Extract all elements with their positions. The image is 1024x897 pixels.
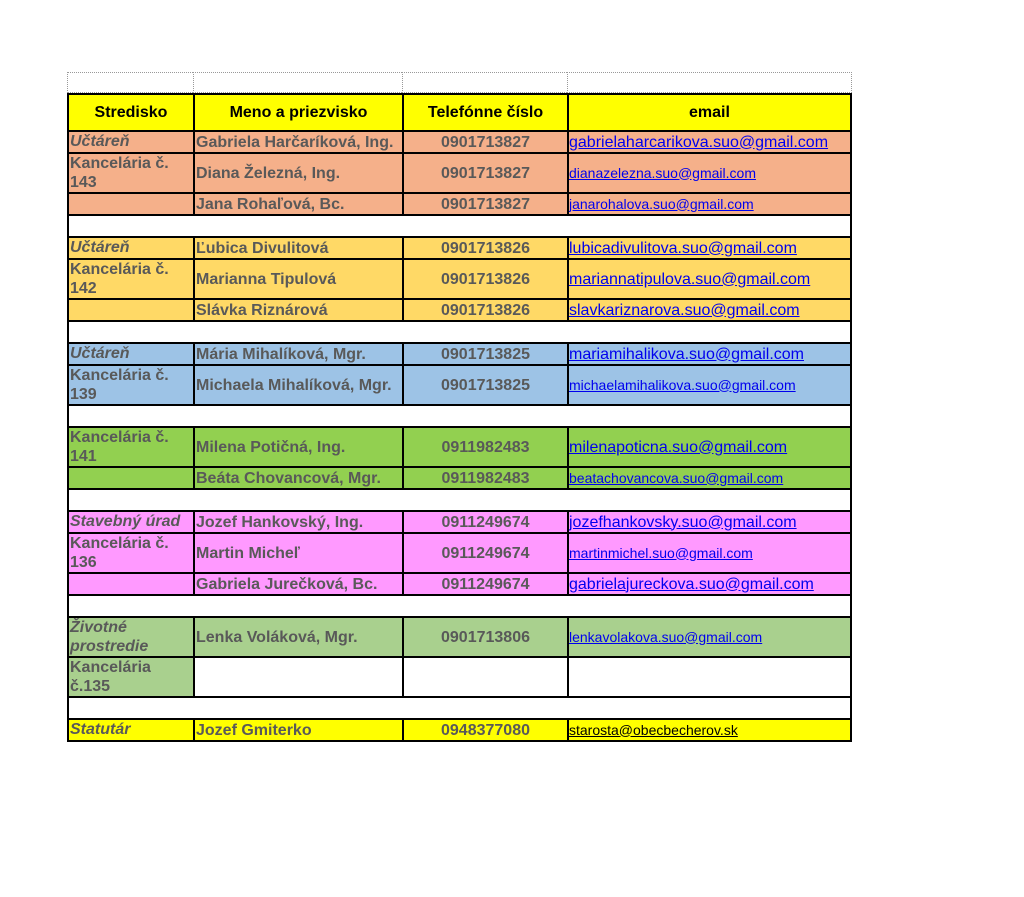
phone-cell[interactable]: 0901713826 [402,260,567,300]
email-cell[interactable] [567,534,852,574]
empty-top-row [67,72,852,93]
empty-cell[interactable] [67,596,852,618]
empty-cell[interactable] [402,72,567,93]
name-cell[interactable]: Marianna Tipulová [193,260,402,300]
email-cell[interactable] [567,154,852,194]
spacer-row [67,406,852,428]
phone-cell[interactable]: 0901713826 [402,300,567,322]
table-row [67,366,852,406]
email-link[interactable]: milenapoticna.suo@gmail.com [569,438,788,456]
table-row [67,238,852,260]
phone-cell[interactable]: 0901713806 [402,618,567,658]
table-row [67,618,852,658]
table-row [67,344,852,366]
center-cell[interactable]: Kancelária č. 139 [67,366,193,406]
phone-cell[interactable]: 0901713825 [402,344,567,366]
contact-table [67,72,852,742]
phone-cell[interactable]: 0911982483 [402,468,567,490]
table-row [67,194,852,216]
header-phone[interactable]: Telefónne číslo [402,93,567,132]
email-link[interactable]: starosta@obecbecherov.sk [569,721,738,738]
center-cell[interactable]: Kancelária č. 143 [67,154,193,194]
center-cell[interactable]: Kancelária č. 141 [67,428,193,468]
name-cell[interactable]: Slávka Riznárová [193,300,402,322]
header-row [67,93,852,132]
email-link[interactable]: mariamihalikova.suo@gmail.com [569,345,804,363]
email-link[interactable]: mariannatipulova.suo@gmail.com [569,270,811,288]
header-name[interactable]: Meno a priezvisko [193,93,402,132]
empty-cell[interactable] [67,698,852,720]
phone-cell[interactable]: 0948377080 [402,720,567,742]
table-row [67,534,852,574]
email-cell[interactable] [567,468,852,490]
email-link[interactable]: jozefhankovsky.suo@gmail.com [569,513,797,531]
phone-cell[interactable]: 0911249674 [402,534,567,574]
name-cell[interactable]: Diana Železná, Ing. [193,154,402,194]
name-cell[interactable]: Lenka Voláková, Mgr. [193,618,402,658]
center-cell[interactable]: Kancelária č.135 [67,658,193,698]
center-cell[interactable]: Stavebný úrad [67,512,193,534]
name-cell[interactable]: Jozef Gmiterko [193,720,402,742]
center-cell[interactable] [67,574,193,596]
table-row [67,132,852,154]
email-cell[interactable] [567,260,852,300]
name-cell[interactable]: Milena Potičná, Ing. [193,428,402,468]
spacer-row [67,490,852,512]
center-cell[interactable] [67,194,193,216]
header-email[interactable]: email [567,93,852,132]
phone-cell[interactable]: 0901713827 [402,194,567,216]
center-cell[interactable] [67,468,193,490]
center-cell[interactable]: Učtáreň [67,132,193,154]
empty-cell[interactable] [67,406,852,428]
phone-cell[interactable]: 0901713825 [402,366,567,406]
empty-cell[interactable] [193,72,402,93]
phone-cell[interactable]: 0911249674 [402,512,567,534]
phone-cell[interactable]: 0911982483 [402,428,567,468]
email-link[interactable]: michaelamihalikova.suo@gmail.com [569,376,796,393]
email-cell[interactable] [567,238,852,260]
spacer-row [67,596,852,618]
email-cell[interactable] [567,344,852,366]
email-link[interactable]: lubicadivulitova.suo@gmail.com [569,239,797,257]
spacer-row [67,698,852,720]
name-cell[interactable]: Martin Micheľ [193,534,402,574]
email-cell[interactable] [567,428,852,468]
table-row [67,512,852,534]
name-cell[interactable]: Mária Mihalíková, Mgr. [193,344,402,366]
name-cell[interactable]: Ľubica Divulitová [193,238,402,260]
phone-cell[interactable]: 0901713826 [402,238,567,260]
center-cell[interactable]: Životné prostredie [67,618,193,658]
phone-cell[interactable]: 0901713827 [402,154,567,194]
email-link[interactable]: lenkavolakova.suo@gmail.com [569,628,763,645]
center-cell[interactable]: Kancelária č. 136 [67,534,193,574]
table-row [67,658,852,698]
email-cell[interactable] [567,366,852,406]
empty-cell[interactable] [67,322,852,344]
email-cell[interactable] [567,618,852,658]
email-cell[interactable] [567,720,852,742]
email-link[interactable]: martinmichel.suo@gmail.com [569,544,753,561]
email-cell[interactable] [567,658,852,698]
email-link[interactable]: beatachovancova.suo@gmail.com [569,469,784,486]
email-cell[interactable] [567,512,852,534]
header-center[interactable]: Stredisko [67,93,193,132]
email-link[interactable]: dianazelezna.suo@gmail.com [569,164,756,181]
table-row [67,154,852,194]
table-row [67,574,852,596]
empty-cell[interactable] [67,490,852,512]
email-cell[interactable] [567,574,852,596]
table-row [67,468,852,490]
email-link[interactable]: gabrielaharcarikova.suo@gmail.com [569,133,829,151]
email-cell[interactable] [567,300,852,322]
center-cell[interactable] [67,300,193,322]
empty-cell[interactable] [67,216,852,238]
email-link[interactable]: janarohalova.suo@gmail.com [569,195,754,212]
table-row [67,300,852,322]
empty-cell[interactable] [67,72,193,93]
table-row [67,260,852,300]
center-cell[interactable]: Kancelária č. 142 [67,260,193,300]
name-cell[interactable]: Michaela Mihalíková, Mgr. [193,366,402,406]
table-row [67,720,852,742]
center-cell[interactable]: Statutár [67,720,193,742]
name-cell[interactable]: Jana Rohaľová, Bc. [193,194,402,216]
phone-cell[interactable]: 0901713827 [402,132,567,154]
name-cell[interactable]: Jozef Hankovský, Ing. [193,512,402,534]
table-row [67,428,852,468]
name-cell[interactable] [193,658,402,698]
center-cell[interactable]: Učtáreň [67,344,193,366]
email-cell[interactable] [567,194,852,216]
email-cell[interactable] [567,132,852,154]
name-cell[interactable]: Beáta Chovancová, Mgr. [193,468,402,490]
name-cell[interactable]: Gabriela Jurečková, Bc. [193,574,402,596]
empty-cell[interactable] [567,72,852,93]
spacer-row [67,216,852,238]
phone-cell[interactable] [402,658,567,698]
phone-cell[interactable]: 0911249674 [402,574,567,596]
email-link[interactable]: slavkariznarova.suo@gmail.com [569,301,800,319]
center-cell[interactable]: Učtáreň [67,238,193,260]
email-link[interactable]: gabrielajureckova.suo@gmail.com [569,575,814,593]
name-cell[interactable]: Gabriela Harčaríková, Ing. [193,132,402,154]
spacer-row [67,322,852,344]
